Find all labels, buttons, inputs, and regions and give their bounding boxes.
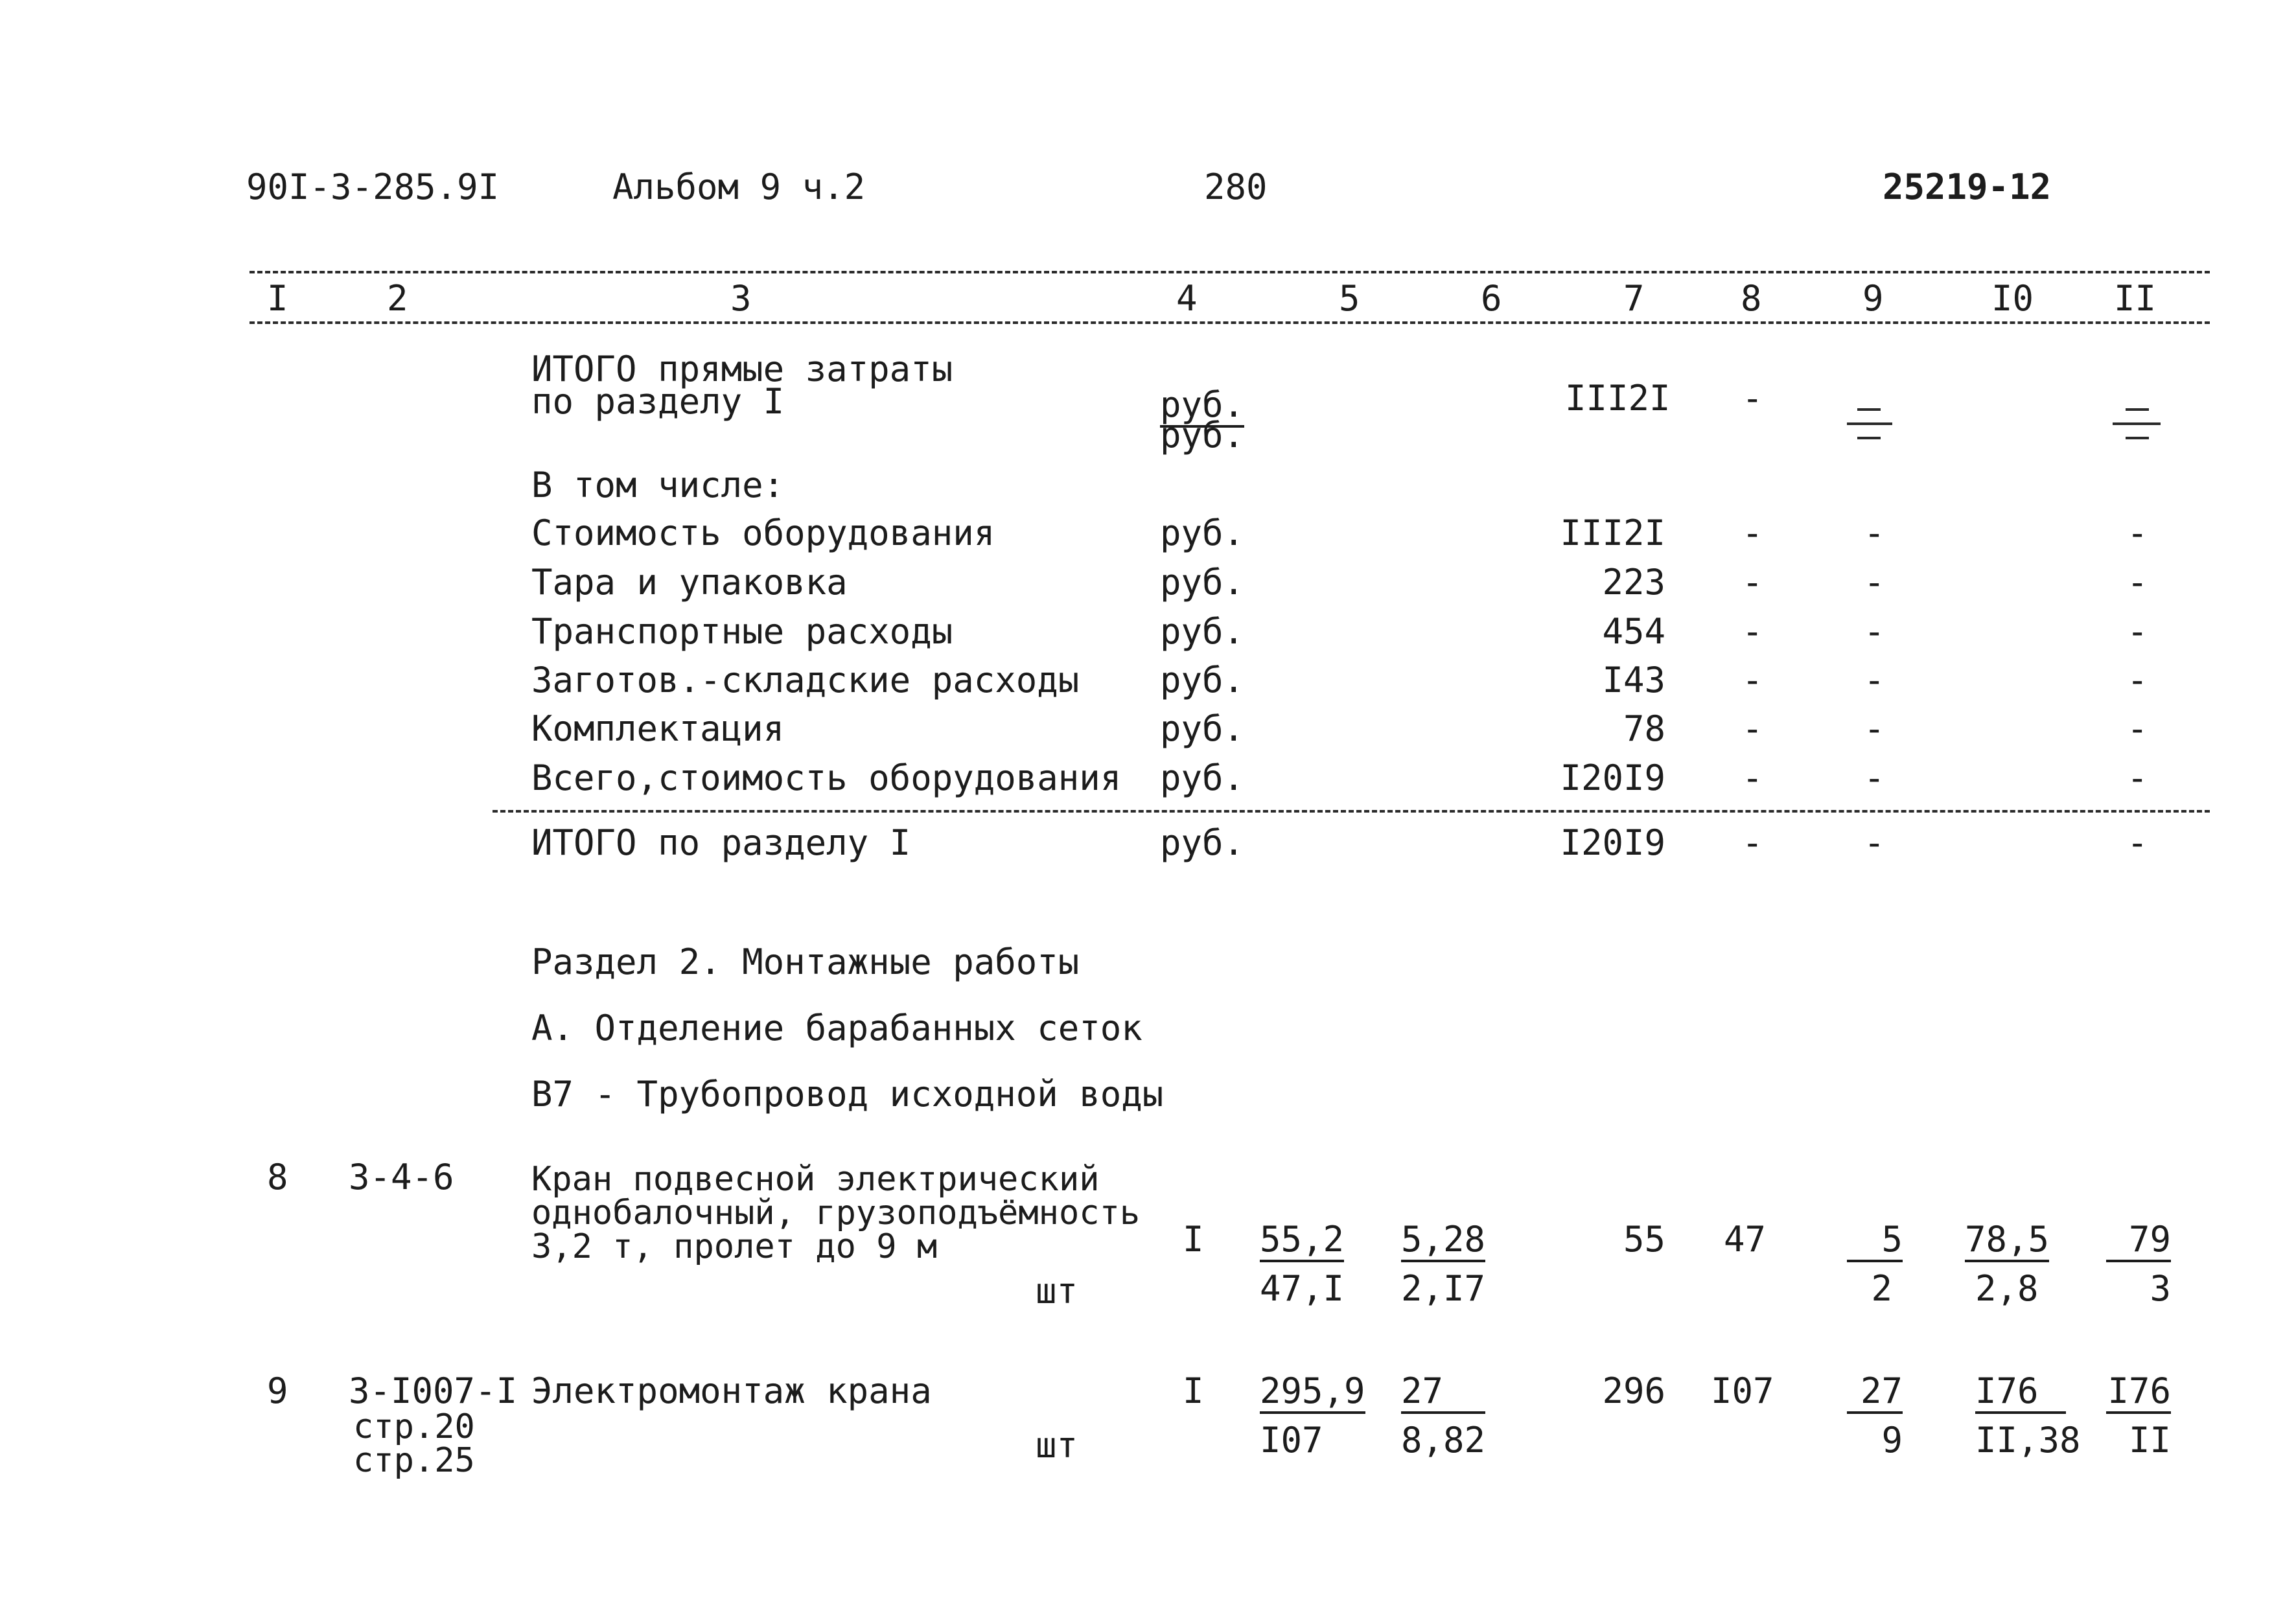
col-header-7: 7	[1623, 278, 1645, 319]
item-c5-top: 295,9	[1260, 1374, 1365, 1414]
summary-row-c8: -	[1742, 611, 1763, 652]
summary-row-c7: 223	[1602, 562, 1665, 603]
itogo-direct-label-line1: ИТОГО прямые затраты	[531, 349, 953, 389]
item-c6-bottom: 2,I7	[1401, 1268, 1486, 1309]
item-c11-top: I76	[2106, 1374, 2171, 1414]
item-c5-top: 55,2	[1260, 1222, 1344, 1262]
summary-row-unit: руб.	[1160, 562, 1245, 603]
summary-row-unit: руб.	[1160, 660, 1245, 700]
section1-total-label: ИТОГО по разделу I	[531, 822, 911, 863]
itogo-direct-unit-top: руб.	[1160, 387, 1244, 428]
summary-row-c7: 78	[1623, 708, 1665, 749]
item-c6-bottom: 8,82	[1401, 1420, 1486, 1461]
summary-row-label: Стоимость оборудования	[531, 513, 995, 553]
summary-row-c7: I20I9	[1560, 757, 1665, 798]
pipeline-title: В7 - Трубопровод исходной воды	[531, 1074, 1164, 1115]
item-c8: I07	[1711, 1370, 1774, 1411]
item-desc-line1: Кран подвесной электрический	[531, 1160, 1100, 1199]
item-c11-bottom: II	[2128, 1420, 2171, 1461]
item-code: 3-I007-I	[349, 1370, 518, 1411]
item-code: 3-4-6	[349, 1157, 454, 1197]
item-c9-top: 5	[1847, 1222, 1903, 1262]
col-header-3: 3	[730, 278, 752, 319]
item-c9-top: 27	[1847, 1374, 1903, 1414]
summary-row-c11: -	[2127, 611, 2148, 652]
col-header-2: 2	[387, 278, 408, 319]
itogo-direct-unit-bottom: руб.	[1160, 415, 1245, 456]
item-c11-bottom: 3	[2150, 1268, 2171, 1309]
item-c6-top: 27	[1401, 1374, 1485, 1414]
item-c11-top: 79	[2106, 1222, 2171, 1262]
item-c10-top: I76	[1975, 1374, 2066, 1414]
summary-row-c8: -	[1742, 660, 1763, 700]
itogo-direct-c7: III2I	[1565, 378, 1671, 419]
col-header-6: 6	[1481, 278, 1502, 319]
summary-row-c11: -	[2127, 660, 2148, 700]
col-header-5: 5	[1339, 278, 1360, 319]
summary-row-c9: -	[1864, 757, 1885, 798]
item-c9-bottom: 2	[1871, 1268, 1892, 1309]
item-c5-bottom: 47,I	[1260, 1268, 1345, 1309]
item-number: 9	[267, 1370, 288, 1411]
summary-row-label: Комплектация	[531, 708, 785, 749]
item-c5-bottom: I07	[1260, 1420, 1323, 1461]
item-c10-bottom: 2,8	[1975, 1268, 2039, 1309]
itogo-direct-label-line2: по разделу I	[531, 381, 785, 422]
doc-code: 90I-3-285.9I	[246, 167, 500, 207]
summary-row-label: Заготов.-складские расходы	[531, 660, 1080, 700]
item-number: 8	[267, 1157, 288, 1197]
summary-row-unit: руб.	[1160, 611, 1245, 652]
item-c7: 55	[1623, 1219, 1665, 1260]
summary-row-label: Тара и упаковка	[531, 562, 848, 603]
item-c10-bottom: II,38	[1975, 1420, 2081, 1461]
section1-total-c7: I20I9	[1560, 822, 1665, 863]
summary-row-c8: -	[1742, 708, 1763, 749]
col-header-11: II	[2114, 278, 2157, 319]
section1-total-c11: -	[2127, 822, 2148, 863]
in-total-label: В том числе:	[531, 465, 785, 505]
item-c9-bottom: 9	[1881, 1420, 1903, 1461]
summary-row-c11: -	[2127, 562, 2148, 603]
col-header-1: I	[267, 278, 288, 319]
summary-row-c9: -	[1864, 513, 1885, 553]
summary-row-c9: -	[1864, 660, 1885, 700]
summary-row-label: Всего,стоимость оборудования	[531, 757, 1122, 798]
subsection-title: А. Отделение барабанных сеток	[531, 1008, 1142, 1048]
summary-row-c9: -	[1864, 611, 1885, 652]
document-ref: 25219-12	[1883, 167, 2052, 207]
item-c8: 47	[1724, 1219, 1767, 1260]
item-c6-top: 5,28	[1401, 1222, 1485, 1262]
page-number: 280	[1204, 167, 1268, 207]
summary-row-unit: руб.	[1160, 708, 1245, 749]
section1-total-c8: -	[1742, 822, 1763, 863]
item-desc-line2: однобалочный, грузоподъёмность	[531, 1194, 1141, 1232]
summary-row-c7: III2I	[1560, 513, 1665, 553]
summary-row-c11: -	[2127, 757, 2148, 798]
summary-row-label: Транспортные расходы	[531, 611, 953, 652]
summary-row-unit: руб.	[1160, 513, 1245, 553]
item-desc-line3: 3,2 т, пролет до 9 м	[531, 1227, 938, 1266]
summary-row-unit: руб.	[1160, 757, 1245, 798]
item-desc-line1: Электромонтаж крана	[531, 1370, 932, 1411]
col-header-9: 9	[1862, 278, 1884, 319]
table-header-top-rule	[249, 271, 2210, 273]
section1-total-unit: руб.	[1160, 822, 1245, 863]
item-c4: I	[1183, 1219, 1204, 1260]
summary-row-c9: -	[1864, 562, 1885, 603]
item-c7: 296	[1602, 1370, 1665, 1411]
item-unit: шт	[1036, 1271, 1078, 1312]
summary-row-c7: I43	[1602, 660, 1665, 700]
summary-row-c11: -	[2127, 513, 2148, 553]
summary-row-c8: -	[1742, 562, 1763, 603]
col-header-4: 4	[1176, 278, 1198, 319]
summary-row-c7: 454	[1602, 611, 1665, 652]
col-header-10: I0	[1991, 278, 2034, 319]
summary-row-c9: -	[1864, 708, 1885, 749]
summary-row-c8: -	[1742, 513, 1763, 553]
item-c10-top: 78,5	[1965, 1222, 2049, 1262]
summary-row-c8: -	[1742, 757, 1763, 798]
album-label: Альбом 9 ч.2	[612, 167, 866, 207]
item-code-page-2: стр.25	[353, 1441, 475, 1480]
item-code-page-1: стр.20	[353, 1407, 475, 1446]
section-total-rule	[493, 810, 2210, 813]
col-header-8: 8	[1741, 278, 1762, 319]
item-c4: I	[1183, 1370, 1204, 1411]
section2-title: Раздел 2. Монтажные работы	[531, 942, 1080, 982]
summary-row-c11: -	[2127, 708, 2148, 749]
itogo-direct-c8: -	[1742, 378, 1763, 419]
section1-total-c9: -	[1864, 822, 1885, 863]
table-header-bottom-rule	[249, 321, 2210, 324]
item-unit: шт	[1036, 1425, 1078, 1466]
